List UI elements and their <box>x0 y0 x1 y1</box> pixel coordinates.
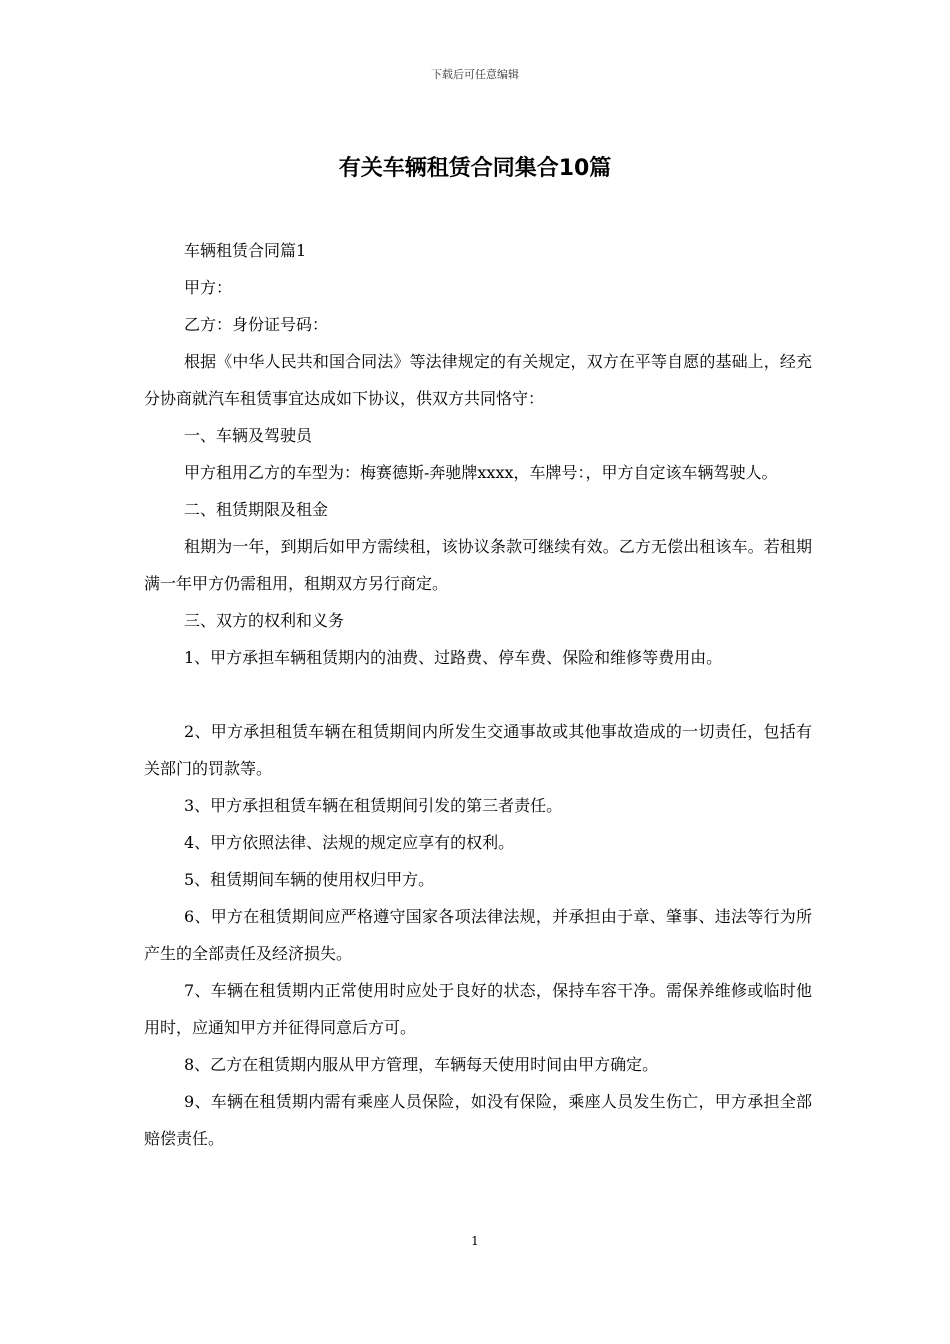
party-a-line: 甲方： <box>184 278 233 297</box>
clause-item: 9、车辆在租赁期内需有乘座人员保险，如没有保险，乘座人员发生伤亡，甲方承担全部赔偿责任。 <box>144 1092 812 1148</box>
clause-item: 2、甲方承担租赁车辆在租赁期间内所发生交通事故或其他事故造成的一切责任，包括有关部门的罚款等。 <box>144 722 812 778</box>
document-title: 有关车辆租赁合同集合10篇 <box>338 156 612 181</box>
section-heading: 车辆租赁合同篇1 <box>184 241 307 260</box>
preamble-paragraph: 根据《中华人民共和国合同法》等法律规定的有关规定，双方在平等自愿的基础上，经充分协商就汽车租赁事宜达成如下协议，供双方共同恪守： <box>144 352 812 408</box>
clause-item: 6、甲方在租赁期间应严格遵守国家各项法律法规，并承担由于章、肇事、违法等行为所产生的全部责任及经济损失。 <box>144 907 812 963</box>
clause-item: 7、车辆在租赁期内正常使用时应处于良好的状态，保持车容干净。需保养维修或临时他用时，应通知甲方并征得同意后方可。 <box>144 981 812 1037</box>
clause-item: 1、甲方承担车辆租赁期内的油费、过路费、停车费、保险和维修等费用由。 <box>184 648 723 667</box>
document-body <box>144 232 812 1157</box>
clause-item: 5、租赁期间车辆的使用权归甲方。 <box>184 870 435 889</box>
clause-heading: 三、双方的权利和义务 <box>184 611 345 630</box>
clause-item: 3、甲方承担租赁车辆在租赁期间引发的第三者责任。 <box>184 796 563 815</box>
page-number: 1 <box>471 1234 479 1248</box>
clause-paragraph: 租期为一年，到期后如甲方需续租，该协议条款可继续有效。乙方无偿出租该车。若租期满一年甲方仍需租用，租期双方另行商定。 <box>144 537 812 593</box>
clause-heading: 一、车辆及驾驶员 <box>184 426 313 445</box>
clause-item: 4、甲方依照法律、法规的规定应享有的权利。 <box>184 833 515 852</box>
clause-heading: 二、租赁期限及租金 <box>184 500 329 519</box>
party-b-line: 乙方：身份证号码： <box>184 315 329 334</box>
clause-item: 8、乙方在租赁期内服从甲方管理，车辆每天使用时间由甲方确定。 <box>184 1055 659 1074</box>
clause-paragraph: 甲方租用乙方的车型为：梅赛德斯-奔驰牌xxxx，车牌号：，甲方自定该车辆驾驶人。 <box>184 463 778 482</box>
page-header-note: 下载后可任意编辑 <box>431 68 519 81</box>
